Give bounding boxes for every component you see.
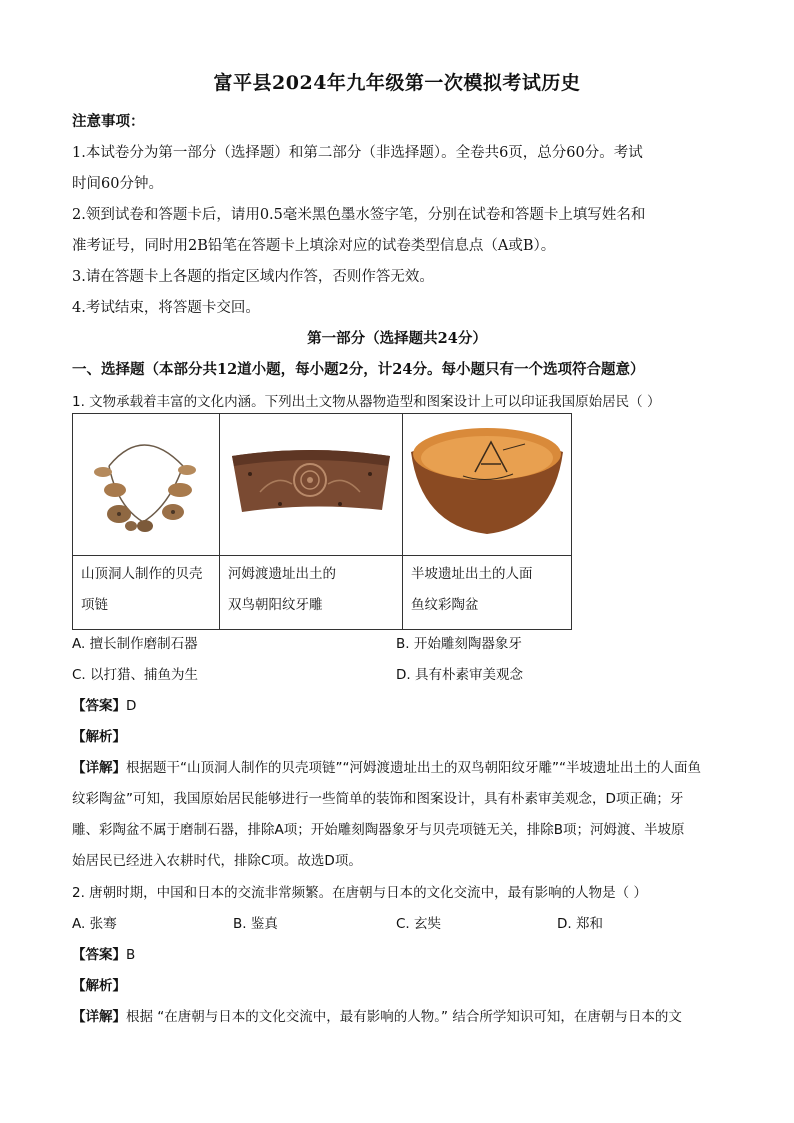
caption-basin bbox=[403, 556, 572, 630]
notice-line: 3.请在答题卡上各题的指定区域内作答，否则作答无效。 bbox=[72, 269, 434, 285]
notice-line: 4.考试结束，将答题卡交回。 bbox=[72, 300, 260, 316]
answer-value: D bbox=[126, 698, 137, 714]
q2-option-d: D. 郑和 bbox=[557, 916, 603, 932]
q1-option-d: D. 具有朴素审美观念 bbox=[396, 667, 523, 683]
q1-analysis-label: 【解析】 bbox=[72, 729, 126, 745]
q2-stem: 2. 唐朝时期，中国和日本的交流非常频繁。在唐朝与日本的文化交流中，最有影响的人物是（ ） bbox=[72, 885, 647, 901]
section-heading: 一、选择题（本部分共12道小题，每小题2分，计24分。每小题只有一个选项符合题意） bbox=[72, 361, 645, 378]
caption-line: 山顶洞人制作的贝壳 bbox=[81, 566, 203, 582]
part-heading: 第一部分（选择题共24分） bbox=[307, 330, 487, 347]
caption-line: 河姆渡遗址出土的 bbox=[228, 566, 336, 582]
painted-basin-image bbox=[403, 414, 571, 551]
caption-line: 鱼纹彩陶盆 bbox=[411, 597, 479, 613]
detail-line: 根据题干“山顶洞人制作的贝壳项链”“河姆渡遗址出土的双鸟朝阳纹牙雕”“半坡遗址出土的人面鱼 bbox=[126, 760, 701, 776]
q1-option-a: A. 擅长制作磨制石器 bbox=[72, 636, 198, 652]
q2-option-b: B. 鉴真 bbox=[233, 916, 278, 932]
ivory-carving-image bbox=[220, 414, 402, 551]
shell-necklace-image bbox=[73, 414, 219, 551]
detail-line: 根据 “在唐朝与日本的文化交流中，最有影响的人物。” 结合所学知识可知，在唐朝与日本的文 bbox=[126, 1009, 682, 1025]
notice-line: 2.领到试卷和答题卡后，请用0.5毫米黑色墨水签字笔，分别在试卷和答题卡上填写姓名和 bbox=[72, 207, 646, 223]
q1-detail bbox=[72, 756, 701, 776]
caption-line: 项链 bbox=[81, 597, 108, 613]
answer-label: 【答案】 bbox=[72, 698, 126, 714]
notice-line: 时间60分钟。 bbox=[72, 176, 163, 192]
artifact-table bbox=[72, 413, 572, 630]
q2-option-c: C. 玄奘 bbox=[396, 916, 442, 932]
q1-option-b: B. 开始雕刻陶器象牙 bbox=[396, 636, 522, 652]
caption-necklace bbox=[73, 556, 220, 630]
notice-line: 1.本试卷分为第一部分（选择题）和第二部分（非选择题）。全卷共6页，总分60分。考试 bbox=[72, 145, 643, 161]
caption-line: 双鸟朝阳纹牙雕 bbox=[228, 597, 323, 613]
answer-value: B bbox=[126, 947, 136, 963]
q1-option-c: C. 以打猎、捕鱼为生 bbox=[72, 667, 199, 683]
q2-analysis-label: 【解析】 bbox=[72, 978, 126, 994]
q2-option-a: A. 张骞 bbox=[72, 916, 117, 932]
necklace-image-cell bbox=[73, 414, 220, 556]
notice-heading: 注意事项： bbox=[72, 113, 145, 130]
q1-stem: 1. 文物承载着丰富的文化内涵。下列出土文物从器物造型和图案设计上可以印证我国原始居民（ ） bbox=[72, 394, 661, 410]
q2-detail bbox=[72, 1005, 682, 1025]
detail-line: 始居民已经进入农耕时代，排除C项。故选D项。 bbox=[72, 853, 362, 869]
detail-line: 雕、彩陶盆不属于磨制石器，排除A项；开始雕刻陶器象牙与贝壳项链无关，排除B项；河姆渡、半坡原 bbox=[72, 822, 685, 838]
detail-line: 纹彩陶盆”可知，我国原始居民能够进行一些简单的装饰和图案设计，具有朴素审美观念，D项正确；牙 bbox=[72, 791, 684, 807]
detail-label: 【详解】 bbox=[72, 760, 126, 776]
ivory-image-cell bbox=[220, 414, 403, 556]
q2-answer bbox=[72, 943, 135, 963]
detail-label: 【详解】 bbox=[72, 1009, 126, 1025]
page-title: 富平县2024年九年级第一次模拟考试历史 bbox=[213, 72, 581, 94]
basin-image-cell bbox=[403, 414, 572, 556]
answer-label: 【答案】 bbox=[72, 947, 126, 963]
q1-answer bbox=[72, 694, 136, 714]
caption-line: 半坡遗址出土的人面 bbox=[411, 566, 533, 582]
notice-line: 准考证号，同时用2B铅笔在答题卡上填涂对应的试卷类型信息点（A或B）。 bbox=[72, 238, 556, 254]
caption-ivory bbox=[220, 556, 403, 630]
